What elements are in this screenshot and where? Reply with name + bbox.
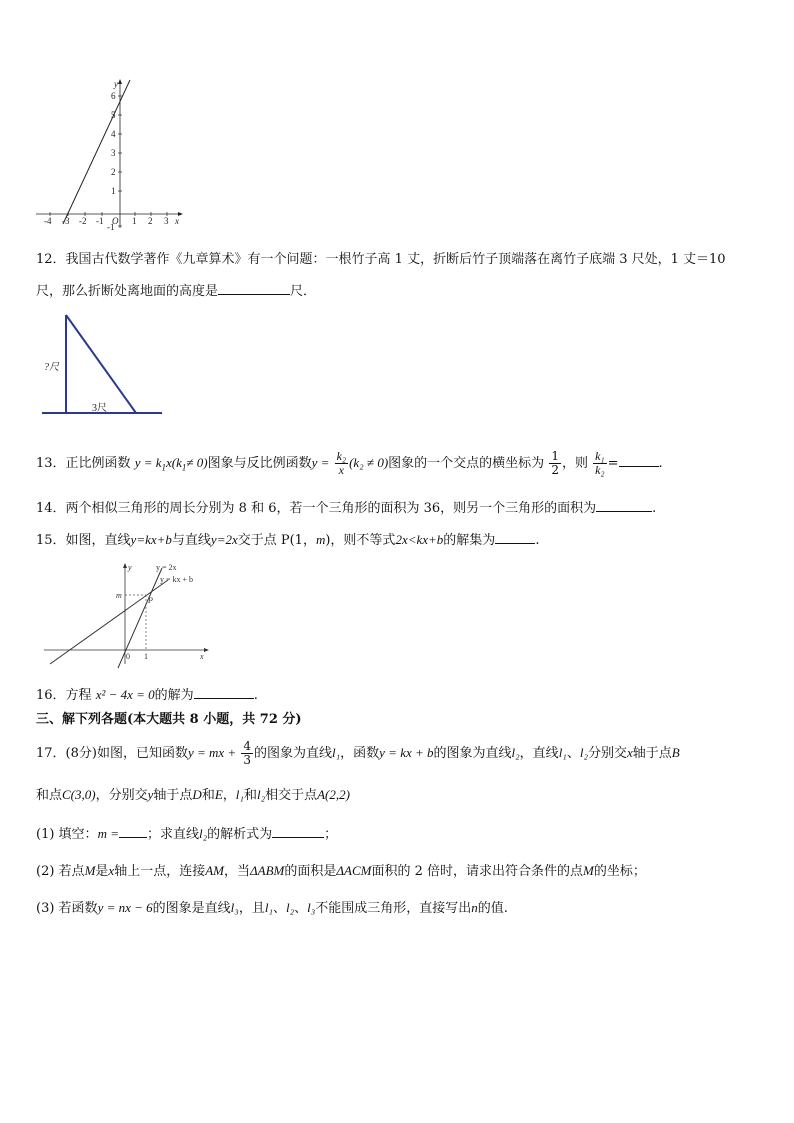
q17-x: x: [627, 745, 633, 760]
q17-E: E: [214, 787, 223, 802]
q17-p3-text-e: 、: [294, 901, 308, 916]
q13-text-2: 图象与反比例函数: [207, 456, 312, 471]
label-origin: 0: [126, 652, 130, 661]
y-tick-3: 3: [111, 148, 116, 158]
q16-text-1: 16．方程: [36, 688, 92, 703]
q17-p1-text-d: ；: [324, 827, 338, 842]
q17-B: B: [671, 745, 680, 760]
q17-p2-ABM: ΔABM: [250, 863, 285, 878]
q15-line: [36, 531, 539, 550]
x-tick-neg4: -4: [44, 216, 52, 226]
q17-l2-text-d: 和: [201, 788, 215, 803]
q17-text-b: 的图象为直线: [253, 746, 332, 761]
q12-line1: [36, 251, 726, 269]
q13-text-1: 13．正比例函数: [36, 456, 131, 471]
y-axis-arrow: [123, 563, 127, 568]
q13-equals: =: [607, 456, 619, 471]
y-tick-5: 5: [111, 110, 116, 120]
q17-l1c: l₁: [235, 787, 244, 802]
label-y-2x: y = 2x: [156, 563, 177, 572]
q17-point-A: A(2,2): [317, 787, 350, 802]
q17-l2-text-e: ，: [222, 788, 236, 803]
q12-answer-blank[interactable]: [218, 282, 290, 295]
q12-text-3: 尺．: [290, 284, 317, 299]
q13-inverse-y: y =: [311, 455, 330, 470]
q13-text-4: ，则: [561, 456, 588, 471]
q17-p2-ACM: ΔACM: [336, 863, 372, 878]
label-x: x: [200, 652, 204, 661]
y-tick-2: 2: [111, 167, 116, 177]
q17-text-h: 轴于点: [632, 746, 672, 761]
q15-text-2: 与直线: [171, 533, 211, 548]
q17-text-e: ，直线: [519, 746, 559, 761]
x-axis-label: x: [175, 216, 179, 226]
graph-line-through-neg3: [30, 76, 200, 236]
q15-text-4: )，则不等式: [325, 533, 396, 548]
q17-l2-text-f: 和: [243, 788, 257, 803]
q17-p3-l1: l₁: [264, 900, 273, 915]
q17-p2-x: x: [108, 863, 115, 878]
q17-p3-l3: l₃: [230, 900, 239, 915]
q17-text-a: 17．(8分)如图，已知函数: [36, 746, 188, 761]
x-tick-neg3: -3: [62, 216, 70, 226]
base-label: 3尺: [92, 403, 107, 414]
q15-text-5: 的解集为: [443, 533, 496, 548]
q17-point-C: C(3,0): [62, 787, 96, 802]
q15-period: .: [535, 533, 540, 548]
section-3-title: 三、解下列各题(本大题共 8 小题，共 72 分): [36, 712, 302, 727]
q17-D: D: [192, 787, 202, 802]
q17-p2-text-a: (2) 若点: [36, 864, 85, 879]
q13-line: [36, 450, 663, 481]
q17-part1: [36, 825, 337, 844]
q17-p2-M: M: [84, 863, 96, 878]
q17-line2: [36, 786, 350, 805]
q17-l2-text-b: ，分别交: [95, 788, 148, 803]
q15-line-2x: y=2x: [210, 532, 238, 547]
q17-fn-l2: y = kx + b: [379, 745, 434, 760]
q17-part2: [36, 862, 646, 881]
q17-line1: [36, 740, 680, 767]
q15-text-3: 交于点 P(1，: [237, 533, 316, 548]
q12-text-1: 12．我国古代数学著作《九章算术》有一个问题：一根竹子高 1 丈，折断后竹子顶端落在离竹子底端 3 尺处，1 丈＝10: [36, 252, 726, 267]
q17-p2-M2: M: [583, 863, 594, 878]
q17-text-f: 、: [566, 746, 580, 761]
q17-text-g: 分别交: [587, 746, 627, 761]
q17-p3-text-b: 的图象是直线: [152, 901, 231, 916]
broken-bamboo: [66, 315, 136, 413]
q17-l2c: l₂: [256, 787, 266, 802]
q17-part3: [36, 899, 508, 918]
y-axis-arrow: [118, 79, 122, 84]
q17-p3-l2: l₂: [285, 900, 295, 915]
q17-p2-text-d: ，当: [224, 864, 251, 879]
y-tick-6: 6: [111, 91, 116, 101]
q13-inverse-condition: (k₂ ≠ 0): [349, 455, 389, 470]
q13-direct-function: $y = k_1x(k_1\ne 0)$: [134, 455, 208, 473]
label-y-kxb: y = kx + b: [160, 575, 194, 584]
q17-l2b: l₂: [579, 745, 588, 760]
label-m: m: [116, 591, 122, 600]
line-y-kxb: [50, 580, 168, 664]
x-tick-2: 2: [148, 216, 153, 226]
label-P: P: [148, 596, 153, 605]
q15-answer-blank[interactable]: [495, 531, 535, 544]
q14-period: .: [652, 501, 657, 516]
x-tick-1: 1: [132, 216, 137, 226]
label-one: 1: [144, 652, 148, 661]
q17-text-c: ，函数: [340, 746, 380, 761]
q17-p1-text-b: ；求直线: [146, 827, 199, 842]
q14-text: 14．两个相似三角形的周长分别为 8 和 6，若一个三角形的面积为 36，则另一个三角形的面积为: [36, 501, 597, 516]
q17-p3-fn: y = nx − 6: [97, 900, 153, 915]
q17-p1-m: m =: [97, 826, 119, 841]
x-tick-3: 3: [164, 216, 169, 226]
q16-equation: x² − 4x = 0: [95, 687, 155, 702]
q17-l2: l₂: [511, 745, 520, 760]
q17-p3-text-f: 不能围成三角形，直接写出: [315, 901, 472, 916]
q17-fn-l1: y = mx +: [187, 745, 237, 760]
height-label: ?尺: [44, 362, 59, 373]
q17-p3-text-c: ，且: [238, 901, 265, 916]
q17-p2-text-c: 轴上一点，连接: [114, 864, 206, 879]
x-tick-neg1: -1: [96, 216, 104, 226]
q17-p2-AM: AM: [205, 863, 224, 878]
q17-p2-text-b: 是: [95, 864, 109, 879]
q15-intersecting-lines-figure: [40, 560, 215, 672]
q17-p1-text-a: (1) 填空：: [36, 827, 98, 842]
q16-text-2: 的解为: [154, 688, 194, 703]
q17-text-d: 的图象为直线: [433, 746, 512, 761]
q13-frac-half: $\frac{1}{2}$: [551, 449, 559, 477]
q17-p3-text-a: (3) 若函数: [36, 901, 98, 916]
q17-p3-l3b: l₃: [307, 900, 316, 915]
q14-answer-blank[interactable]: [596, 499, 652, 512]
q17-p3-n: n: [471, 900, 478, 915]
q17-p2-text-e: 的面积是: [284, 864, 337, 879]
q17-p3-text-g: 的值.: [477, 901, 508, 916]
q15-m: m: [315, 532, 326, 547]
q13-frac-k1-over-k2: $\frac{\text{k₁}}{\text{k₂}}$: [595, 449, 605, 477]
q17-p2-text-f: 面积的 2 倍时，请求出符合条件的点: [371, 864, 583, 879]
y-tick-1: 1: [111, 186, 116, 196]
x-tick-neg2: -2: [79, 216, 87, 226]
q14-line: [36, 499, 656, 518]
q17-frac-4-3: $\frac{4}{3}$: [243, 739, 251, 767]
origin-label: O: [112, 216, 119, 226]
q15-text-1: 15．如图，直线: [36, 533, 131, 548]
bamboo-triangle-figure: [40, 312, 166, 418]
q17-p1-text-c: 的解析式为: [207, 827, 273, 842]
q13-frac-k2-over-x: $\frac{\text{k₂}}{x}$: [336, 449, 347, 477]
q17-l1b: l₁: [558, 745, 567, 760]
q15-line-kxb: y=kx+b: [130, 532, 172, 547]
y-tick-4: 4: [111, 129, 116, 139]
q13-period: .: [658, 456, 663, 471]
q13-answer-blank[interactable]: [619, 454, 659, 467]
y-axis-label: y: [114, 79, 118, 89]
q17-p1-m-blank[interactable]: [119, 825, 147, 838]
q17-p1-expr-blank[interactable]: [272, 825, 324, 838]
q13-text-3: 图象的一个交点的横坐标为: [388, 456, 545, 471]
q16-line: [36, 686, 258, 705]
q17-p1-l2: l₂: [199, 826, 208, 841]
q17-l2-text-c: 轴于点: [153, 788, 193, 803]
q17-l2-text-a: 和点: [36, 788, 63, 803]
q17-l1: l₁: [332, 745, 341, 760]
y-tick-neg1: -1: [107, 222, 115, 232]
q16-period: .: [253, 688, 258, 703]
q12-text-2: 尺，那么折断处离地面的高度是: [36, 284, 219, 299]
label-y: y: [128, 563, 132, 572]
q17-p3-text-d: 、: [272, 901, 286, 916]
q17-y: y: [147, 787, 154, 802]
q17-p2-text-g: 的坐标；: [593, 864, 646, 879]
x-axis-arrow: [204, 648, 209, 652]
q16-answer-blank[interactable]: [194, 686, 254, 699]
q17-l2-text-g: 相交于点: [265, 788, 318, 803]
q15-inequality: 2x<kx+b: [395, 532, 444, 547]
q12-line2: [36, 282, 316, 301]
